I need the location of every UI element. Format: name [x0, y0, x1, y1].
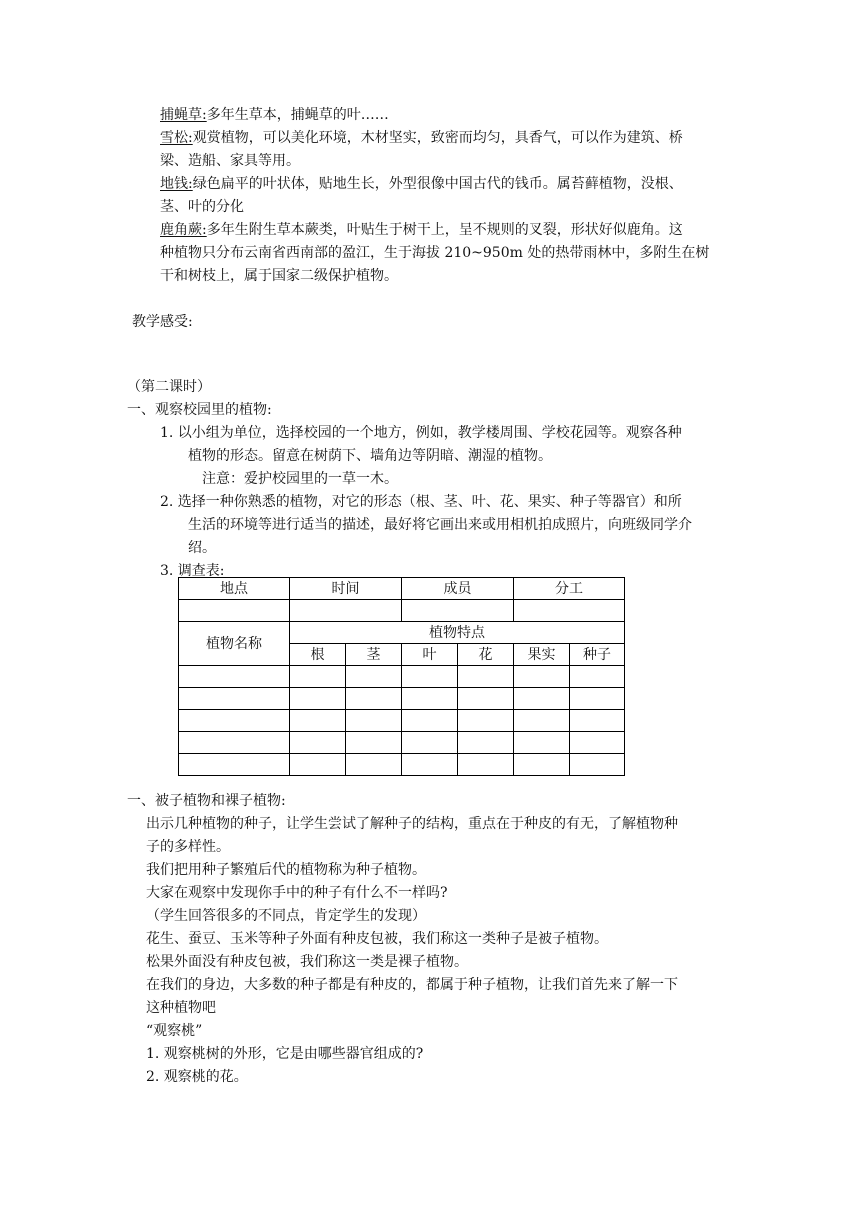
- table-cell: [179, 666, 290, 688]
- term-liverwort: 地钱:: [160, 176, 193, 192]
- table-header-cell: 根: [290, 644, 346, 666]
- table-cell: [402, 600, 514, 622]
- definition-continuation: 干和树枝上，属于国家二级保护植物。: [160, 268, 398, 284]
- table-header-cell: 地点: [179, 578, 290, 600]
- term-staghorn-fern: 鹿角蕨:: [160, 222, 207, 238]
- table-cell: [290, 710, 346, 732]
- table-header-cell: 植物名称: [179, 622, 290, 666]
- paragraph: 子的多样性。: [146, 839, 230, 855]
- term-cedar: 雪松:: [160, 130, 193, 146]
- paragraph: 出示几种植物的种子，让学生尝试了解种子的结构，重点在于种皮的有无，了解植物种: [146, 816, 678, 832]
- list-item: 1. 观察桃树的外形，它是由哪些器官组成的?: [146, 1046, 424, 1062]
- table-cell: [458, 732, 514, 754]
- table-row: [179, 688, 625, 710]
- paragraph: （学生回答很多的不同点，肯定学生的发现）: [146, 908, 426, 924]
- table-cell: [290, 688, 346, 710]
- paragraph: 在我们的身边，大多数的种子都是有种皮的，都属于种子植物，让我们首先来了解一下: [146, 977, 678, 993]
- table-cell: [402, 754, 458, 776]
- table-cell: [570, 732, 625, 754]
- table-cell: [402, 666, 458, 688]
- table-cell: [179, 600, 290, 622]
- table-row: [179, 600, 625, 622]
- list-item: 2. 观察桃的花。: [146, 1069, 248, 1085]
- table-cell: [346, 710, 402, 732]
- teaching-reflection: 教学感受:: [132, 314, 193, 330]
- section-heading: 一、被子植物和裸子植物:: [127, 793, 286, 809]
- paragraph: 我们把用种子繁殖后代的植物称为种子植物。: [146, 862, 426, 878]
- table-cell: [458, 754, 514, 776]
- table-row: [179, 622, 625, 644]
- table-row: [179, 666, 625, 688]
- list-item-continuation: 绍。: [188, 540, 216, 556]
- list-item: 2. 选择一种你熟悉的植物，对它的形态（根、茎、叶、花、果实、种子等器官）和所: [160, 494, 682, 510]
- table-cell: [570, 710, 625, 732]
- table-header-cell: 时间: [290, 578, 402, 600]
- table-cell: [179, 710, 290, 732]
- table-cell: [514, 732, 570, 754]
- definition-text: 观赏植物，可以美化环境，木材坚实，致密而均匀，具香气，可以作为建筑、桥: [192, 130, 683, 146]
- list-item-continuation: 生活的环境等进行适当的描述，最好将它画出来或用相机拍成照片，向班级同学介: [188, 517, 692, 533]
- definition-text: 多年生附生草本蕨类，叶贴生于树干上，呈不规则的叉裂，形状好似鹿角。这: [206, 222, 683, 238]
- table-row: [179, 732, 625, 754]
- paragraph: 松果外面没有种皮包被，我们称这一类是裸子植物。: [146, 954, 468, 970]
- table-cell: [290, 666, 346, 688]
- list-item-continuation: 植物的形态。留意在树荫下、墙角边等阴暗、潮湿的植物。: [188, 448, 552, 464]
- table-header-cell: 成员: [402, 578, 514, 600]
- table-cell: [290, 732, 346, 754]
- definition-text: 多年生草本，捕蝇草的叶……: [206, 107, 389, 123]
- table-header-cell: 花: [458, 644, 514, 666]
- table-cell: [179, 732, 290, 754]
- table-cell: [458, 688, 514, 710]
- definition-continuation: 茎、叶的分化: [160, 199, 244, 215]
- table-cell: [346, 754, 402, 776]
- definition-text: 绿色扁平的叶状体，贴地生长，外型很像中国古代的钱币。属苔藓植物，没根、: [192, 176, 683, 192]
- table-cell: [458, 666, 514, 688]
- table-cell: [179, 688, 290, 710]
- definition-continuation: 种植物只分布云南省西南部的盈江，生于海拔 210~950m 处的热带雨林中，多附生在树: [160, 245, 710, 261]
- observe-peach-title: “观察桃”: [146, 1023, 203, 1039]
- table-cell: [179, 754, 290, 776]
- table-cell: [346, 666, 402, 688]
- table-header-cell: 植物特点: [290, 622, 625, 644]
- table-cell: [346, 732, 402, 754]
- definition-continuation: 梁、造船、家具等用。: [160, 153, 300, 169]
- table-row: [179, 754, 625, 776]
- lesson-two-label: （第二课时）: [127, 379, 211, 395]
- table-cell: [346, 688, 402, 710]
- table-cell: [514, 666, 570, 688]
- definition-liverwort: [160, 175, 683, 193]
- term-flytrap: 捕蝇草:: [160, 107, 207, 123]
- section-heading: 一、观察校园里的植物:: [127, 402, 272, 418]
- table-cell: [514, 754, 570, 776]
- note: 注意：爱护校园里的一草一木。: [202, 471, 398, 487]
- table-header-cell: 果实: [514, 644, 570, 666]
- table-row: [179, 710, 625, 732]
- table-cell: [514, 688, 570, 710]
- table-cell: [402, 710, 458, 732]
- paragraph: 花生、蚕豆、玉米等种子外面有种皮包被，我们称这一类种子是被子植物。: [146, 931, 608, 947]
- table-cell: [514, 710, 570, 732]
- list-item: 3. 调查表:: [160, 563, 225, 579]
- definition-flytrap: [160, 106, 389, 124]
- table-row: [179, 578, 625, 600]
- definition-cedar: [160, 129, 683, 147]
- table-header-cell: 分工: [514, 578, 625, 600]
- table-cell: [402, 688, 458, 710]
- list-item: 1. 以小组为单位，选择校园的一个地方，例如，教学楼周围、学校花园等。观察各种: [160, 425, 682, 441]
- table-cell: [570, 754, 625, 776]
- table-cell: [514, 600, 625, 622]
- paragraph: 大家在观察中发现你手中的种子有什么不一样吗?: [146, 885, 448, 901]
- table-header-cell: 种子: [570, 644, 625, 666]
- table-cell: [290, 754, 346, 776]
- table-cell: [570, 666, 625, 688]
- definition-staghorn-fern: [160, 221, 683, 239]
- table-cell: [570, 688, 625, 710]
- survey-table: [178, 577, 625, 776]
- table-cell: [290, 600, 402, 622]
- table-cell: [402, 732, 458, 754]
- table-header-cell: 叶: [402, 644, 458, 666]
- table-cell: [458, 710, 514, 732]
- table-header-cell: 茎: [346, 644, 402, 666]
- paragraph: 这种植物吧: [146, 1000, 216, 1016]
